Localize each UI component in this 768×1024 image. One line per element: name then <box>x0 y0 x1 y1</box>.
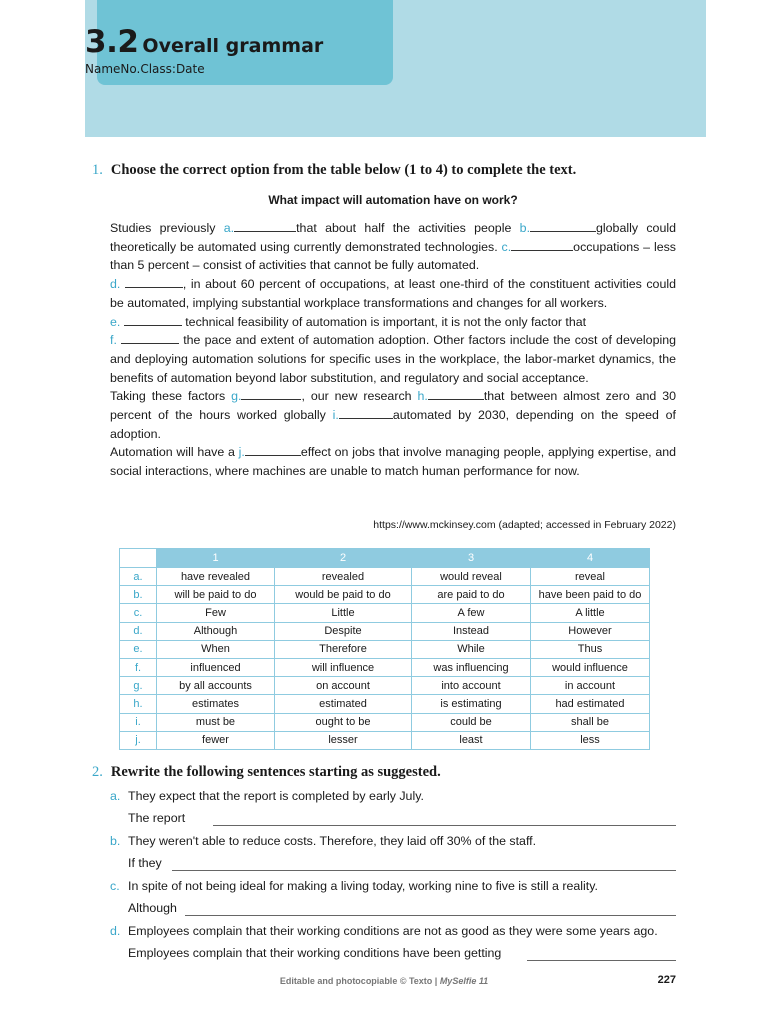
option-cell[interactable]: by all accounts <box>157 677 275 695</box>
rewrite-sentence <box>110 789 424 803</box>
gap-label-f: f. <box>110 333 117 348</box>
row-label: c. <box>120 604 157 622</box>
rewrite-sentence <box>110 834 536 848</box>
row-label: b. <box>120 586 157 604</box>
footer-text: Editable and photocopiable © Texto | <box>279 976 440 986</box>
table-row <box>120 568 650 586</box>
table-row <box>120 713 650 731</box>
gap-c[interactable] <box>511 240 573 251</box>
column-header: 1 <box>157 549 275 568</box>
text-segment: occupations – less than 5 percent – consist of activities that cannot be fully automated. <box>110 239 676 273</box>
footer-book-title: MySelfie 11 <box>439 976 489 986</box>
option-cell[interactable]: would reveal <box>412 568 531 586</box>
option-cell[interactable]: When <box>157 640 275 658</box>
original-sentence: Employees complain that their working conditions are not as good as they were some years ago. <box>128 924 658 938</box>
name-class-date-line: NameNo.Class:Date <box>85 62 205 76</box>
paragraph-1 <box>110 219 676 275</box>
column-header: 3 <box>412 549 531 568</box>
original-sentence: They expect that the report is completed by early July. <box>128 789 424 803</box>
option-cell[interactable]: will be paid to do <box>157 586 275 604</box>
option-cell[interactable]: While <box>412 640 531 658</box>
rewrite-sentence <box>110 924 658 938</box>
option-cell[interactable]: Despite <box>275 622 412 640</box>
option-cell[interactable]: had estimated <box>531 695 650 713</box>
answer-line[interactable] <box>213 825 676 826</box>
gap-label-j: j. <box>238 445 245 460</box>
option-cell[interactable]: However <box>531 622 650 640</box>
table-row <box>120 658 650 676</box>
gap-h[interactable] <box>428 389 484 400</box>
answer-line[interactable] <box>527 960 676 961</box>
option-cell[interactable]: estimates <box>157 695 275 713</box>
row-label: a. <box>120 568 157 586</box>
text-segment: effect on jobs that involve managing people, applying expertise, and social interactions, where machines are unable to match human performance for now. <box>110 445 677 479</box>
option-cell[interactable]: reveal <box>531 568 650 586</box>
item-label: b. <box>110 834 121 848</box>
gap-b[interactable] <box>530 221 596 232</box>
option-cell[interactable]: Thus <box>531 640 650 658</box>
original-sentence: In spite of not being ideal for making a living today, working nine to five is still a reality. <box>128 879 598 893</box>
page-number: 227 <box>657 974 676 986</box>
option-cell[interactable]: have revealed <box>157 568 275 586</box>
rewrite-item-a <box>110 789 676 829</box>
row-label: g. <box>120 677 157 695</box>
text-segment: that about half the activities people <box>296 221 520 235</box>
text-segment: globally could theoretically be automated using currently demonstrated technologies. <box>110 221 676 254</box>
rewrite-item-b <box>110 834 676 874</box>
question-1-number: 1. <box>92 162 103 178</box>
option-cell[interactable]: have been paid to do <box>531 586 650 604</box>
text-subtitle: What impact will automation have on work? <box>268 193 518 207</box>
rewrite-sentence <box>110 879 598 893</box>
gap-f[interactable] <box>121 333 179 344</box>
table-row <box>120 677 650 695</box>
rewrite-item-d <box>110 924 676 964</box>
row-label: i. <box>120 713 157 731</box>
table-corner-cell <box>120 549 157 568</box>
item-label: c. <box>110 879 120 893</box>
text-segment: the pace and extent of automation adoption. Other factors include the cost of developing and deploying automation solutions for specific uses in the workplace, the labor-market dynamics, the benefits of automation beyond labor substitution, and regulatory and social acceptance. <box>110 333 676 385</box>
gap-j[interactable] <box>245 445 301 456</box>
gap-label-g: g. <box>231 389 242 404</box>
rewrite-item-c <box>110 879 676 919</box>
table-row <box>120 604 650 622</box>
question-2-number: 2. <box>92 764 103 780</box>
row-label: f. <box>120 658 157 676</box>
cloze-text <box>110 219 676 481</box>
item-label: a. <box>110 789 121 803</box>
gap-a[interactable] <box>234 221 296 232</box>
paragraph-5 <box>110 387 676 443</box>
gap-d[interactable] <box>125 277 183 288</box>
column-header: 4 <box>531 549 650 568</box>
question-1-instruction: Choose the correct option from the table below (1 to 4) to complete the text. <box>110 162 577 178</box>
text-segment: , in about 60 percent of occupations, at least one-third of the constituent activities could be automated, implying substantial workplace transformations and changes for all workers. <box>110 277 676 310</box>
option-cell[interactable]: Instead <box>412 622 531 640</box>
option-cell[interactable]: on account <box>275 677 412 695</box>
option-cell[interactable]: fewer <box>157 731 275 749</box>
question-2-instruction: Rewrite the following sentences starting as suggested. <box>110 764 441 780</box>
gap-label-h: h. <box>417 389 428 404</box>
paragraph-6 <box>110 443 676 480</box>
text-segment: Taking these factors <box>110 389 232 404</box>
question-2-heading <box>92 764 441 781</box>
gap-label-b: b. <box>519 221 531 235</box>
column-header: 2 <box>275 549 412 568</box>
option-cell[interactable]: estimated <box>275 695 412 713</box>
original-sentence: They weren't able to reduce costs. Therefore, they laid off 30% of the staff. <box>128 834 537 848</box>
option-cell[interactable]: lesser <box>275 731 412 749</box>
option-cell[interactable]: Therefore <box>275 640 412 658</box>
option-cell[interactable]: will influence <box>275 658 412 676</box>
paragraph-3 <box>110 313 676 332</box>
options-table <box>119 548 650 750</box>
text-segment: technical feasibility of automation is important, it is not the only factor that <box>181 314 587 329</box>
answer-line[interactable] <box>185 915 676 916</box>
sentence-starter: If they <box>128 856 162 870</box>
page-title <box>85 22 323 60</box>
option-cell[interactable]: would be paid to do <box>275 586 412 604</box>
text-segment: that between almost zero and 30 percent of the hours worked globally <box>110 389 677 423</box>
unit-title: Overall grammar <box>142 35 324 57</box>
option-cell[interactable]: influenced <box>157 658 275 676</box>
table-row <box>120 640 650 658</box>
option-cell[interactable]: ought to be <box>275 713 412 731</box>
text-segment: , our new research <box>301 389 418 404</box>
paragraph-4 <box>110 331 676 387</box>
text-segment: automated by 2030, depending on the speed of adoption. <box>110 408 676 441</box>
option-cell[interactable]: least <box>412 731 531 749</box>
row-label: h. <box>120 695 157 713</box>
option-cell[interactable]: in account <box>531 677 650 695</box>
table-row <box>120 622 650 640</box>
table-row <box>120 586 650 604</box>
row-label: j. <box>120 731 157 749</box>
option-cell[interactable]: revealed <box>275 568 412 586</box>
footer-copyright <box>0 976 768 986</box>
option-cell[interactable]: into account <box>412 677 531 695</box>
option-cell[interactable]: is estimating <box>412 695 531 713</box>
option-cell[interactable]: Although <box>157 622 275 640</box>
gap-label-i: i. <box>332 408 339 423</box>
item-label: d. <box>110 924 121 938</box>
table-header-row <box>120 549 650 568</box>
sentence-starter: The report <box>128 811 186 825</box>
option-cell[interactable]: must be <box>157 713 275 731</box>
row-label: e. <box>120 640 157 658</box>
table-row <box>120 695 650 713</box>
paragraph-2 <box>110 275 676 312</box>
option-cell[interactable]: A little <box>531 604 650 622</box>
source-citation: https://www.mckinsey.com (adapted; accessed in February 2022) <box>373 519 676 531</box>
option-cell[interactable]: A few <box>412 604 531 622</box>
option-cell[interactable]: less <box>531 731 650 749</box>
gap-label-c: c. <box>501 239 512 254</box>
gap-i[interactable] <box>339 408 393 419</box>
option-cell[interactable]: would influence <box>531 658 650 676</box>
question-1-heading <box>92 162 576 179</box>
gap-label-e: e. <box>110 314 121 329</box>
gap-g[interactable] <box>241 389 301 400</box>
sentence-starter: Although <box>128 901 177 915</box>
option-cell[interactable]: are paid to do <box>412 586 531 604</box>
gap-e[interactable] <box>124 315 182 326</box>
option-cell[interactable]: Little <box>275 604 412 622</box>
gap-label-d: d. <box>110 277 121 292</box>
gap-label-a: a. <box>223 221 235 235</box>
text-segment: Automation will have a <box>110 445 239 460</box>
option-cell[interactable]: shall be <box>531 713 650 731</box>
option-cell[interactable]: could be <box>412 713 531 731</box>
sentence-starter: Employees complain that their working conditions have been getting <box>128 946 502 960</box>
text-segment: Studies previously <box>110 221 224 235</box>
answer-line[interactable] <box>172 870 676 871</box>
option-cell[interactable]: was influencing <box>412 658 531 676</box>
table-row <box>120 731 650 749</box>
unit-number: 3.2 <box>85 24 139 60</box>
option-cell[interactable]: Few <box>157 604 275 622</box>
row-label: d. <box>120 622 157 640</box>
